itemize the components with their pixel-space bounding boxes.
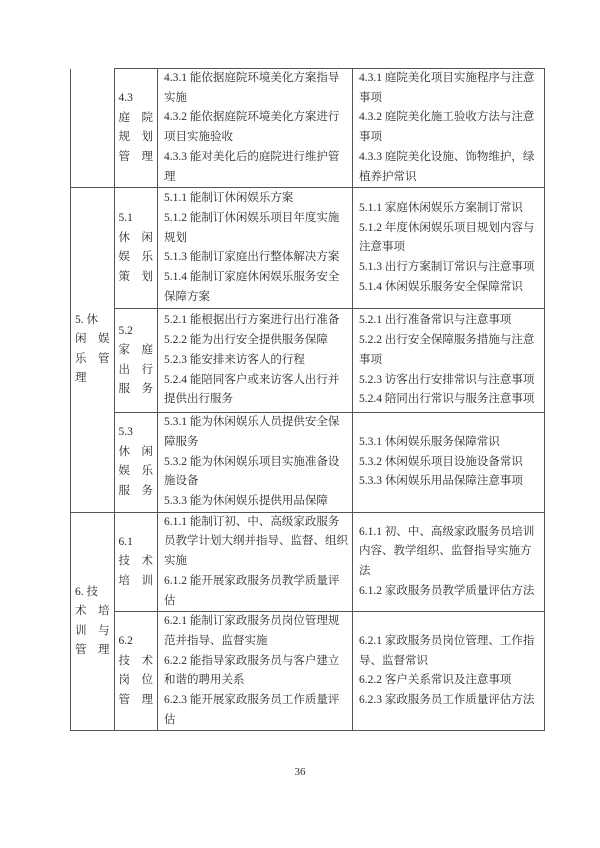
subcategory-cell-5-2: [114, 309, 158, 413]
category-label-line: 训 与: [75, 624, 110, 637]
knowledge-item: 5.1.2 年度休闲娱乐项目规划内容与注意事项: [359, 221, 535, 254]
subcategory-cell-6-1: [114, 512, 158, 612]
category-cell-5: [71, 188, 115, 513]
knowledge-cell-5-3: [353, 413, 545, 513]
subcategory-label-line: 培 训: [118, 574, 153, 587]
skill-item: 5.1.1 能制订休闲娱乐方案: [164, 192, 294, 205]
knowledge-item: 6.2.2 客户关系常识及注意事项: [359, 674, 512, 687]
knowledge-item: 6.1.2 家政服务员教学质量评估方法: [359, 584, 535, 597]
subcategory-label-line: 5.1: [118, 212, 133, 225]
subcategory-label-line: 技 术: [118, 654, 153, 667]
knowledge-cell-5-1: [353, 188, 545, 309]
skills-cell-5-2: [158, 309, 353, 413]
skill-item: 4.3.2 能依据庭院环境美化方案进行项目实施验收: [164, 111, 340, 144]
skill-item: 6.1.2 能开展家政服务员教学质量评估: [164, 574, 340, 607]
subcategory-label-line: 娱 乐: [118, 465, 153, 478]
subcategory-label-line: 家 庭: [118, 344, 153, 357]
knowledge-item: 5.2.3 访客出行安排常识与注意事项: [359, 373, 535, 386]
subcategory-label-line: 6.1: [118, 535, 133, 548]
knowledge-item: 5.3.3 休闲娱乐用品保障注意事项: [359, 475, 523, 488]
category-label-line: 理: [75, 372, 87, 385]
category-cell-6: [71, 512, 115, 731]
knowledge-item: 5.2.4 陪同出行常识与服务注意事项: [359, 393, 535, 406]
subcategory-label-line: 服 务: [118, 383, 153, 396]
subcategory-label-line: 策 划: [118, 270, 153, 283]
category-cell-4-continued: [71, 69, 115, 188]
knowledge-item: 4.3.3 庭院美化设施、饰物维护，绿植养护常识: [359, 150, 535, 183]
subcategory-label-line: 4.3: [118, 92, 133, 105]
subcategory-label-line: 规 划: [118, 131, 153, 144]
subcategory-cell-4-3: [114, 69, 158, 188]
skill-item: 5.2.1 能根据出行方案进行出行准备: [164, 314, 340, 327]
knowledge-cell-5-2: [353, 309, 545, 413]
subcategory-label-line: 岗 位: [118, 674, 153, 687]
subcategory-label-line: 管 理: [118, 150, 153, 163]
subcategory-label-line: 管 理: [118, 693, 153, 706]
skill-item: 5.3.3 能为休闲娱乐提供用品保障: [164, 495, 328, 508]
knowledge-item: 5.1.3 出行方案制订常识与注意事项: [359, 261, 535, 274]
standard-requirements-table: [70, 68, 545, 731]
category-label-line: 5. 休: [75, 313, 98, 326]
knowledge-item: 4.3.1 庭院美化项目实施程序与注意事项: [359, 72, 535, 104]
category-label-line: 管 理: [75, 644, 110, 657]
knowledge-item: 6.1.1 初、中、高级家政服务员培训内容、教学组织、监督指导实施方法: [359, 525, 535, 577]
skill-item: 5.3.2 能为休闲娱乐项目实施准备设施设备: [164, 455, 340, 488]
skills-cell-4-3: [158, 69, 353, 188]
skills-cell-5-3: [158, 413, 353, 513]
knowledge-cell-4-3: [353, 69, 545, 188]
subcategory-label-line: 服 务: [118, 484, 153, 497]
knowledge-item: 5.1.1 家庭休闲娱乐方案制订常识: [359, 201, 523, 214]
category-label-line: 闲 娱: [75, 333, 110, 346]
knowledge-cell-6-2: [353, 612, 545, 731]
knowledge-item: 6.2.1 家政服务员岗位管理、工作指导、监督常识: [359, 634, 535, 667]
skill-item: 6.2.1 能制订家政服务员岗位管理规范并指导、监督实施: [164, 615, 340, 647]
skill-item: 5.3.1 能为休闲娱乐人员提供安全保障服务: [164, 416, 340, 448]
knowledge-item: 5.2.2 出行安全保障服务措施与注意事项: [359, 334, 535, 366]
subcategory-cell-6-2: [114, 612, 158, 731]
subcategory-label-line: 5.2: [118, 324, 133, 337]
category-label-line: 术 培: [75, 605, 110, 618]
subcategory-label-line: 5.3: [118, 426, 133, 439]
skill-item: 5.2.4 能陪同客户或来访客人出行并提供出行服务: [164, 373, 340, 406]
subcategory-label-line: 休 闲: [118, 445, 153, 458]
subcategory-label-line: 庭 院: [118, 111, 153, 124]
skill-item: 5.1.4 能制订家庭休闲娱乐服务安全保障方案: [164, 270, 340, 303]
skills-cell-5-1: [158, 188, 353, 309]
category-label-line: 6. 技: [75, 585, 98, 598]
skill-item: 4.3.1 能依据庭院环境美化方案指导实施: [164, 72, 340, 104]
knowledge-item: 6.2.3 家政服务员工作质量评估方法: [359, 694, 535, 707]
knowledge-item: 5.1.4 休闲娱乐服务安全保障常识: [359, 280, 523, 293]
skill-item: 5.2.2 能为出行安全提供服务保障: [164, 334, 328, 347]
subcategory-label-line: 技 术: [118, 555, 153, 568]
knowledge-item: 5.2.1 出行准备常识与注意事项: [359, 314, 512, 327]
knowledge-cell-6-1: [353, 512, 545, 612]
knowledge-item: 4.3.2 庭院美化施工验收方法与注意事项: [359, 111, 535, 144]
skills-cell-6-1: [158, 512, 353, 612]
subcategory-label-line: 休 闲: [118, 231, 153, 244]
subcategory-cell-5-3: [114, 413, 158, 513]
page-number: 36: [294, 766, 306, 778]
skill-item: 5.2.3 能安排来访客人的行程: [164, 353, 305, 366]
skill-item: 6.1.1 能制订初、中、高级家政服务员教学计划大纲并指导、监督、组织实施: [164, 515, 348, 568]
subcategory-label-line: 6.2: [118, 635, 133, 648]
skill-item: 4.3.3 能对美化后的庭院进行维护管理: [164, 150, 340, 183]
knowledge-item: 5.3.1 休闲娱乐服务保障常识: [359, 435, 500, 448]
skills-cell-6-2: [158, 612, 353, 731]
skill-item: 6.2.3 能开展家政服务员工作质量评估: [164, 694, 340, 726]
skill-item: 5.1.3 能制订家庭出行整体解决方案: [164, 251, 340, 264]
subcategory-label-line: 出 行: [118, 363, 153, 376]
subcategory-cell-5-1: [114, 188, 158, 309]
skill-item: 6.2.2 能指导家政服务员与客户建立和谐的聘用关系: [164, 654, 340, 687]
knowledge-item: 5.3.2 休闲娱乐项目设施设备常识: [359, 455, 523, 468]
subcategory-label-line: 娱 乐: [118, 251, 153, 264]
skill-item: 5.1.2 能制订休闲娱乐项目年度实施规划: [164, 211, 340, 244]
category-label-line: 乐 管: [75, 352, 110, 365]
